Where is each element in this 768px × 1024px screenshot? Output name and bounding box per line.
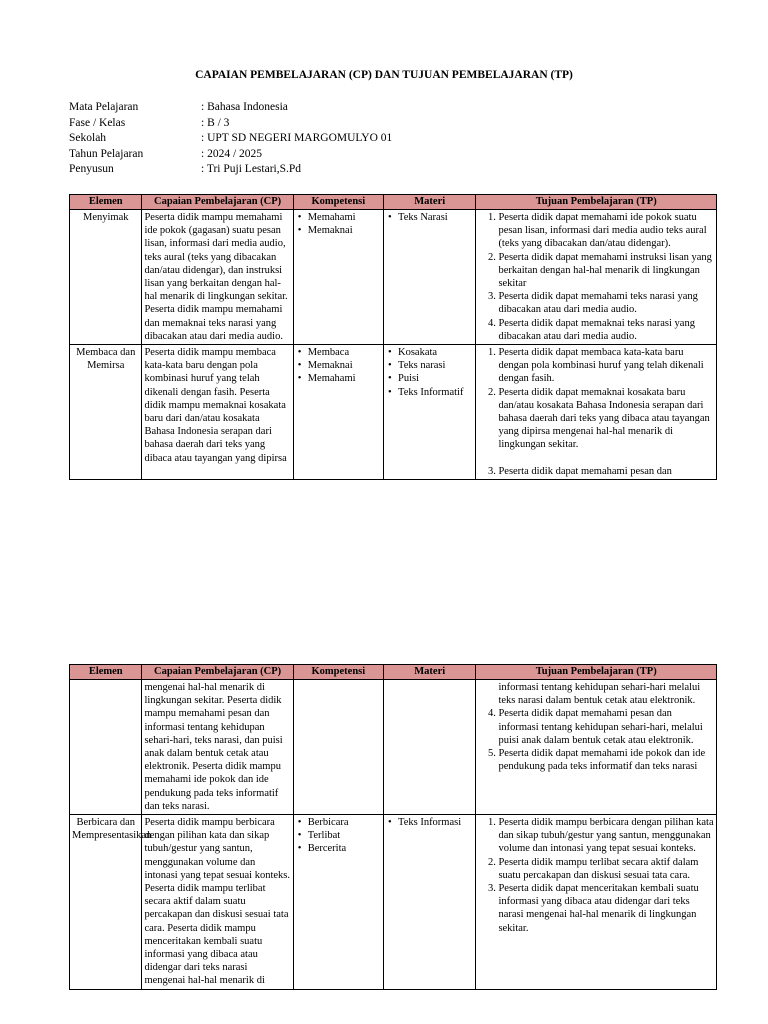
cell-cp: mengenai hal-hal menarik di lingkungan sekitar. Peserta didik mampu memahami pesan dan informasi tentang kehidupan sehari-hari, teks narasi, dan puisi anak dalam bentuk cetak atau elektronik. Peserta didik mampu memahami ide pokok dan ide pendukung pada teks informatif dan teks narasi. xyxy=(142,680,293,815)
list-item: 4. Peserta didik dapat memahami pesan dan informasi tentang kehidupan sehari-hari, melalui puisi anak dalam bentuk cetak atau elektronik. xyxy=(498,707,714,747)
cell-materi xyxy=(384,815,476,990)
materi-list xyxy=(386,211,473,224)
header-elemen: Elemen xyxy=(70,195,142,210)
cell-cp: Peserta didik mampu berbicara dengan pilihan kata dan sikap tubuh/gestur yang santun, menggunakan volume dan intonasi yang tepat sesuai konteks. Peserta didik mampu terlibat secara aktif dalam suatu percakapan dan diskusi sesuai tata cara. Peserta didik mampu menceritakan kembali suatu informasi yang dibaca atau didengar dari teks narasi mengenai hal-hal menarik di xyxy=(142,815,293,990)
list-item: 1. Peserta didik dapat memahami ide pokok suatu pesan lisan, informasi dari media audio teks aural (teks yang dibacakan dan/atau didengar). xyxy=(498,211,714,251)
list-item: • Puisi xyxy=(398,372,473,385)
materi-list xyxy=(386,816,473,829)
list-item: 1. Peserta didik dapat membaca kata-kata baru dengan pola kombinasi huruf yang telah dikenali dengan fasih. xyxy=(498,346,714,386)
list-item: 2. Peserta didik dapat memahami instruksi lisan yang berkaitan dengan hal-hal menarik di lingkungan sekitar xyxy=(498,251,714,291)
table-row xyxy=(70,815,717,990)
table-header xyxy=(70,195,717,210)
document-info xyxy=(69,100,392,178)
list-item: 3. Peserta didik dapat menceritakan kembali suatu informasi yang dibaca atau didengar dari teks narasi mengenai hal-hal menarik di lingkungan sekitar. xyxy=(498,882,714,935)
cell-materi xyxy=(384,680,476,815)
cell-tp xyxy=(476,210,717,345)
cell-elemen: Membaca dan Memirsa xyxy=(70,345,142,480)
cell-cp: Peserta didik mampu memahami ide pokok (gagasan) suatu pesan lisan, informasi dari media audio, teks aural (teks yang dibacakan dan/atau didengar), dan instruksi lisan yang berkaitan dengan hal-hal menarik di lingkungan sekitar. Peserta didik mampu memahami dan memaknai teks narasi yang dibacakan atau dari media audio. xyxy=(142,210,293,345)
header-materi: Materi xyxy=(384,665,476,680)
list-item: • Teks Informasi xyxy=(398,816,473,829)
list-item: 4. Peserta didik dapat memaknai teks narasi yang dibacakan atau dari media audio. xyxy=(498,317,714,343)
list-item: • Bercerita xyxy=(308,842,381,855)
cell-elemen: Berbicara dan Mempresentasikan xyxy=(70,815,142,990)
tp-list xyxy=(478,211,714,343)
list-item: • Membaca xyxy=(308,346,381,359)
cell-tp xyxy=(476,345,717,480)
tp-list xyxy=(478,707,714,773)
info-row-year: Tahun Pelajaran : 2024 / 2025 xyxy=(69,147,263,160)
cell-elemen xyxy=(70,680,142,815)
list-item: • Kosakata xyxy=(398,346,473,359)
list-item: • Memahami xyxy=(308,372,381,385)
cell-cp: Peserta didik mampu membaca kata-kata baru dengan pola kombinasi huruf yang telah dikenali dengan fasih. Peserta didik mampu memaknai kosakata baru dari dan/atau kosakata Bahasa Indonesia serapan dari bahasa daerah dari teks yang dibaca atau tayangan yang dipirsa xyxy=(142,345,293,480)
table-row xyxy=(70,345,717,480)
cp-tp-table-page-1 xyxy=(69,194,717,480)
cell-kompetensi xyxy=(293,815,383,990)
list-item: • Memaknai xyxy=(308,359,381,372)
header-kompetensi: Kompetensi xyxy=(293,665,383,680)
cell-kompetensi xyxy=(293,345,383,480)
header-cp: Capaian Pembelajaran (CP) xyxy=(142,665,293,680)
kompetensi-list xyxy=(296,211,381,237)
tp-continued: informasi tentang kehidupan sehari-hari melalui teks narasi dalam bentuk cetak atau elektronik. xyxy=(498,682,701,707)
cp-tp-table-page-2 xyxy=(69,664,717,990)
header-cp: Capaian Pembelajaran (CP) xyxy=(142,195,293,210)
header-tp: Tujuan Pembelajaran (TP) xyxy=(476,665,717,680)
header-materi: Materi xyxy=(384,195,476,210)
info-row-school: Sekolah : UPT SD NEGERI MARGOMULYO 01 xyxy=(69,132,393,144)
info-row-subject: Mata Pelajaran : Bahasa Indonesia xyxy=(69,101,288,113)
list-item: • Teks Informatif xyxy=(398,386,473,399)
list-item: • Berbicara xyxy=(308,816,381,829)
list-item: • Teks Narasi xyxy=(398,211,473,224)
info-row-author: Penyusun : Tri Puji Lestari,S.Pd xyxy=(69,163,302,175)
list-item: 3. Peserta didik dapat memahami teks narasi yang dibacakan atau dari media audio. xyxy=(498,290,714,316)
materi-list xyxy=(386,346,473,399)
kompetensi-list xyxy=(296,346,381,386)
list-item: 1. Peserta didik mampu berbicara dengan pilihan kata dan sikap tubuh/gestur yang santun, menggunakan volume dan intonasi yang tepat sesuai konteks. xyxy=(498,816,714,856)
list-item: 3. Peserta didik dapat memahami pesan dan xyxy=(498,465,714,478)
cell-kompetensi xyxy=(293,680,383,815)
table-header xyxy=(70,665,717,680)
cell-kompetensi xyxy=(293,210,383,345)
header-tp: Tujuan Pembelajaran (TP) xyxy=(476,195,717,210)
list-item: • Teks narasi xyxy=(398,359,473,372)
info-row-phase: Fase / Kelas : B / 3 xyxy=(69,116,230,129)
cell-materi xyxy=(384,210,476,345)
list-item: • Terlibat xyxy=(308,829,381,842)
list-item: 2. Peserta didik dapat memaknai kosakata baru dan/atau kosakata Bahasa Indonesia serapan dari bahasa daerah dari teks yang dibaca atau tayangan yang dipirsa mengenai hal-hal menarik di lingkungan sekitar. xyxy=(498,386,714,452)
table-row xyxy=(70,210,717,345)
tp-list xyxy=(478,346,714,478)
list-item: • Memahami xyxy=(308,211,381,224)
list-item: • Memaknai xyxy=(308,224,381,237)
document-title: CAPAIAN PEMBELAJARAN (CP) DAN TUJUAN PEMBELAJARAN (TP) xyxy=(195,69,573,81)
cell-elemen: Menyimak xyxy=(70,210,142,345)
table-row xyxy=(70,680,717,815)
cell-materi xyxy=(384,345,476,480)
list-item: 2. Peserta didik mampu terlibat secara aktif dalam suatu percakapan dan diskusi sesuai tata cara. xyxy=(498,856,714,882)
tp-list xyxy=(478,816,714,935)
cell-tp xyxy=(476,680,717,815)
cell-tp xyxy=(476,815,717,990)
header-elemen: Elemen xyxy=(70,665,142,680)
kompetensi-list xyxy=(296,816,381,856)
list-item: 5. Peserta didik dapat memahami ide pokok dan ide pendukung pada teks informatif dan teks narasi xyxy=(498,747,714,773)
header-kompetensi: Kompetensi xyxy=(293,195,383,210)
